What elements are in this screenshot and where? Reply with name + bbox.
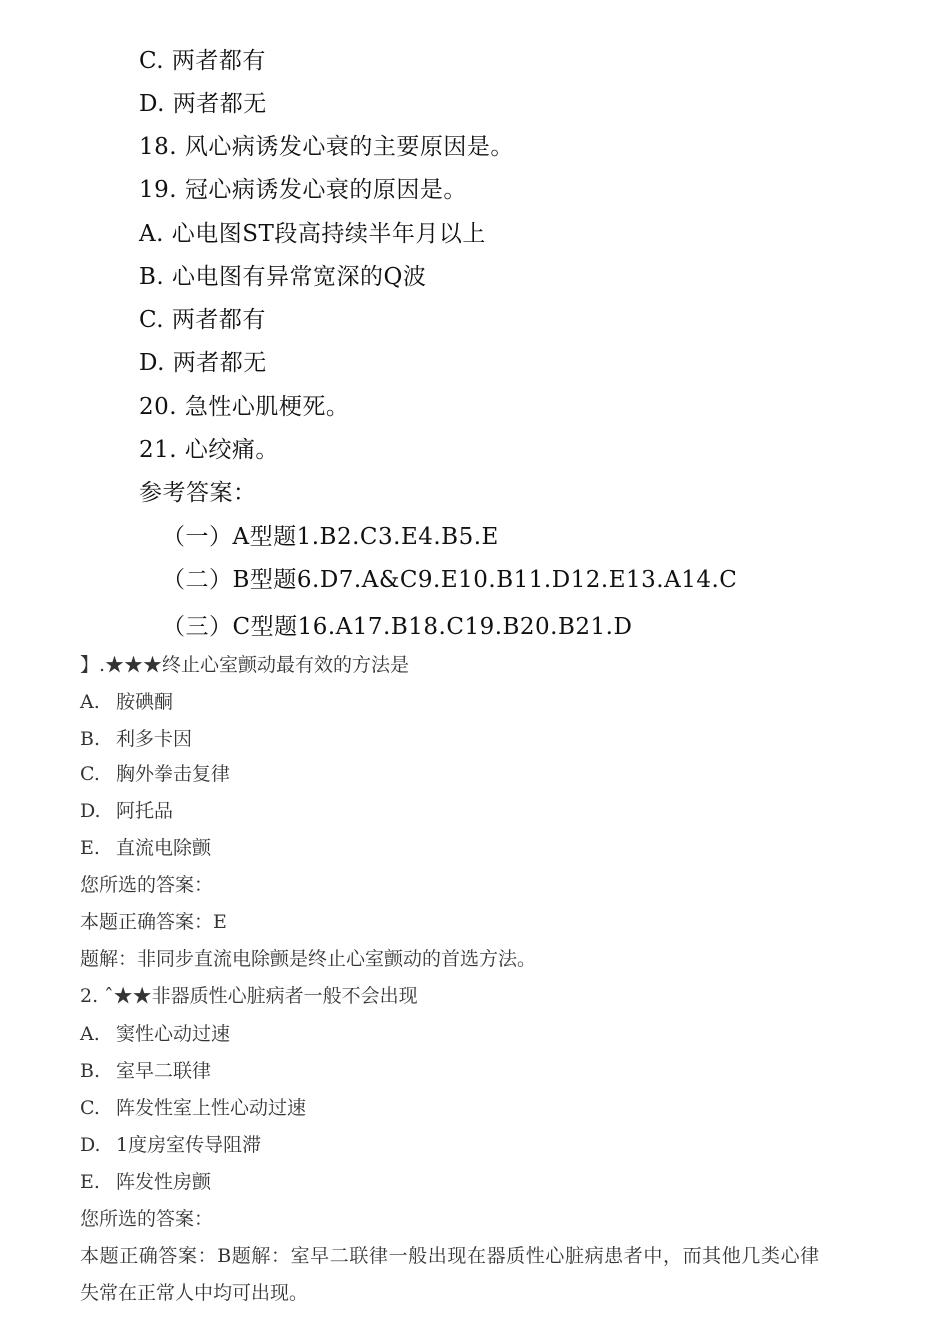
- q2-your-answer: 您所选的答案：: [80, 1208, 214, 1230]
- q2-option: D. 1度房室传导阻滞: [80, 1134, 262, 1156]
- option-c-line: C. 两者都有: [139, 48, 266, 74]
- answer-key-b: （二）B型题6.D7.A&C9.E10.B11.D12.E13.A14.C: [162, 567, 738, 593]
- q2-correct-answer-cont: 失常在正常人中均可出现。: [80, 1282, 309, 1304]
- q2-option: B. 室早二联律: [80, 1060, 212, 1082]
- q1-option: C. 胸外拳击复律: [80, 763, 231, 785]
- q1-your-answer: 您所选的答案：: [80, 874, 214, 896]
- answer-key-c: （三）C型题16.A17.B18.C19.B20.B21.D: [162, 614, 633, 640]
- q1-question: 】.★★★终止心室颤动最有效的方法是: [80, 654, 410, 676]
- answer-key-heading: 参考答案：: [139, 480, 257, 506]
- question-19: 19. 冠心病诱发心衰的原因是。: [139, 177, 467, 203]
- q1-option: A. 胺碘酮: [80, 691, 174, 713]
- option-d-line: D. 两者都无: [139, 350, 267, 376]
- q2-correct-answer: 本题正确答案：B题解：室早二联律一般出现在器质性心脏病患者中，而其他几类心律: [80, 1245, 820, 1267]
- option-c-line: C. 两者都有: [139, 307, 266, 333]
- option-a-line: A. 心电图ST段高持续半年月以上: [139, 221, 486, 247]
- q1-option: E. 直流电除颤: [80, 837, 212, 859]
- q1-option: D. 阿托品: [80, 800, 174, 822]
- answer-key-a: （一）A型题1.B2.C3.E4.B5.E: [162, 524, 499, 550]
- q2-question: 2. ˆ★★非器质性心脏病者一般不会出现: [80, 985, 418, 1007]
- option-b-line: B. 心电图有异常宽深的Q波: [139, 264, 427, 290]
- q2-option: A. 窦性心动过速: [80, 1023, 231, 1045]
- option-d-line: D. 两者都无: [139, 91, 267, 117]
- q1-explanation: 题解：非同步直流电除颤是终止心室颤动的首选方法。: [80, 948, 537, 970]
- question-18: 18. 风心病诱发心衰的主要原因是。: [139, 134, 514, 160]
- q1-option: B. 利多卡因: [80, 728, 193, 750]
- q2-option: C. 阵发性室上性心动过速: [80, 1097, 307, 1119]
- question-21: 21. 心绞痛。: [139, 437, 279, 463]
- question-20: 20. 急性心肌梗死。: [139, 394, 350, 420]
- q1-correct-answer: 本题正确答案：E: [80, 911, 227, 933]
- q2-option: E. 阵发性房颤: [80, 1171, 212, 1193]
